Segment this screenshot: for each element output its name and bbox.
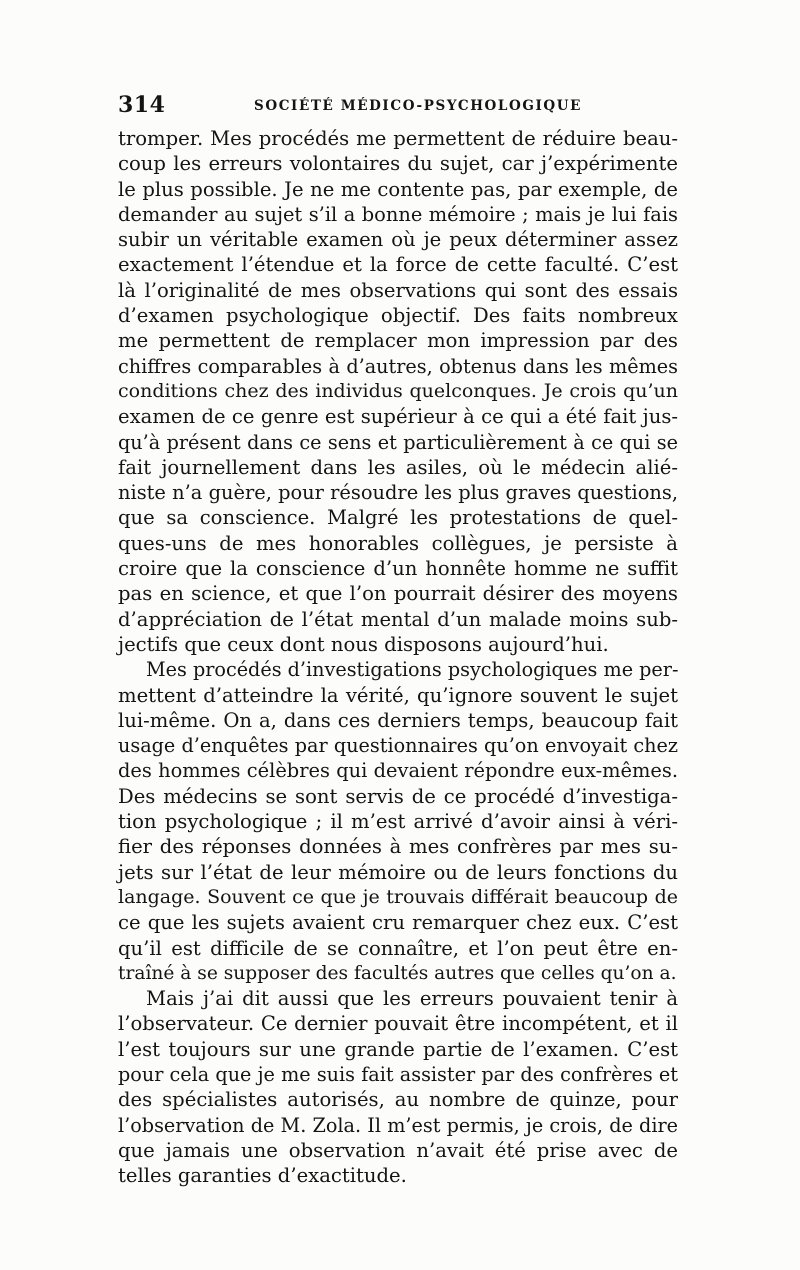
body-text [118,126,678,1188]
text-line: d’examen psychologique objectif. Des faits nombreux [118,304,678,328]
text-line: qu’à présent dans ce sens et particulièrement à ce qui se [118,430,678,454]
text-line: Mais j’ai dit aussi que les erreurs pouvaient tenir à [146,987,678,1011]
text-line: Des médecins se sont servis de ce procédé d’investiga- [118,784,678,808]
text-line: lui-même. On a, dans ces derniers temps, beaucoup fait [118,708,678,732]
text-line: le plus possible. Je ne me contente pas, par exemple, de [118,177,678,201]
text-line: coup les erreurs volontaires du sujet, car j’expérimente [118,152,678,176]
text-line: jectifs que ceux dont nous disposons aujourd’hui. [118,632,609,656]
paragraph [118,126,678,657]
text-line: jets sur l’état de leur mémoire ou de leurs fonctions du [118,860,678,884]
text-line: pour cela que je me suis fait assister par des confrères et [118,1062,678,1086]
text-line: que sa conscience. Malgré les protestations de quel- [118,506,678,530]
text-line: pas en science, et que l’on pourrait désirer des moyens [118,582,678,606]
text-line: conditions chez des individus quelconques. Je crois qu’un [118,379,678,402]
page-number: 314 [118,92,166,118]
text-line: tion psychologique ; il m’est arrivé d’avoir ainsi à véri- [118,810,678,834]
text-line: ques-uns de mes honorables collègues, je persiste à [118,531,678,555]
text-line: chiffres comparables à d’autres, obtenus dans les mêmes [118,354,678,378]
text-line: langage. Souvent ce que je trouvais différait beaucoup de [118,885,678,908]
text-line: subir un véritable examen où je peux déterminer assez [118,228,678,252]
text-line: l’observation de M. Zola. Il m’est permis, je crois, de dire [118,1113,678,1137]
page-header [118,92,678,122]
text-line: d’appréciation de l’état mental d’un malade moins sub- [118,607,678,631]
text-line: traîné à se supposer des facultés autres que celles qu’on a. [118,962,677,984]
text-line: ce que les sujets avaient cru remarquer chez eux. C’est [118,911,678,935]
text-line: tromper. Mes procédés me permettent de réduire beau- [118,127,678,150]
text-line: des hommes célèbres qui devaient répondre eux-mêmes. [118,759,678,783]
text-line: niste n’a guère, pour résoudre les plus graves questions, [118,481,678,505]
paragraph [118,657,678,986]
text-line: des spécialistes autorisés, au nombre de quinze, pour [118,1088,678,1112]
text-line: Mes procédés d’investigations psychologiques me per- [146,658,679,682]
text-line: l’observateur. Ce dernier pouvait être incompétent, et il [118,1012,678,1036]
text-line: usage d’enquêtes par questionnaires qu’on envoyait chez [118,734,678,758]
text-line: fier des réponses données à mes confrères par mes su- [118,835,678,859]
text-line: examen de ce genre est supérieur à ce qui a été fait jus- [118,405,678,429]
text-line: telles garanties d’exactitude. [118,1164,407,1188]
text-line: que jamais une observation n’avait été prise avec de [118,1138,678,1162]
text-line: me permettent de remplacer mon impression par des [118,329,678,353]
text-line: demander au sujet s’il a bonne mémoire ; mais je lui fais [118,202,678,226]
paragraph [118,986,678,1188]
text-line: là l’originalité de mes observations qui sont des essais [118,278,678,302]
text-line: fait journellement dans les asiles, où le médecin alié- [118,455,678,479]
text-line: l’est toujours sur une grande partie de l’examen. C’est [118,1037,678,1061]
text-line: croire que la conscience d’un honnête homme ne suffit [118,557,678,581]
text-line: qu’il est difficile de se connaître, et l’on peut être en- [118,936,678,960]
text-line: mettent d’atteindre la vérité, qu’ignore souvent le sujet [118,683,678,707]
running-head: SOCIÉTÉ MÉDICO-PSYCHOLOGIQUE [254,98,583,114]
text-line: exactement l’étendue et la force de cette faculté. C’est [118,253,678,277]
